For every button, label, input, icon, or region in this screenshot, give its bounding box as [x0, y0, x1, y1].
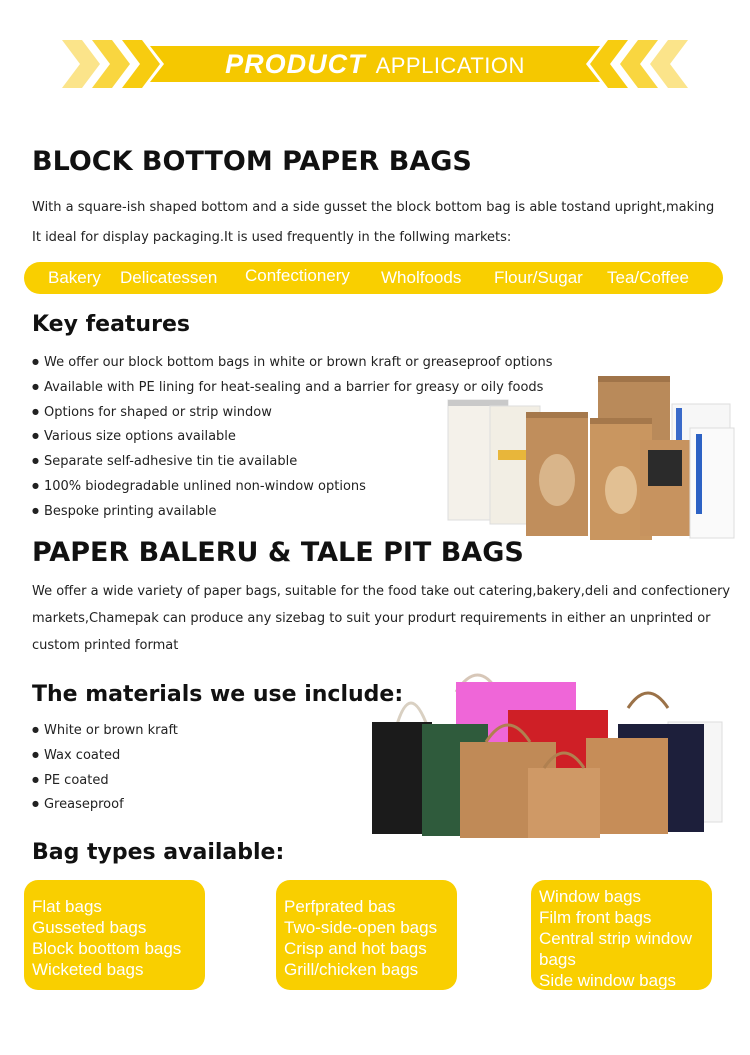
handle-bags-image: [368, 668, 728, 838]
bag-types-title: Bag types available:: [32, 840, 285, 865]
banner-title: [0, 48, 750, 82]
list-item: Crisp and hot bags: [284, 939, 427, 958]
markets-strip: [24, 262, 723, 294]
list-item: ● Separate self-adhesive tin tie available: [32, 449, 553, 474]
bag-types-box-3: [531, 880, 712, 990]
list-item: ● Options for shaped or strip window: [32, 400, 553, 425]
list-item: ● White or brown kraft: [32, 718, 178, 743]
list-item: ● Various size options available: [32, 424, 553, 449]
market-confectionery: Confectionery: [245, 266, 350, 285]
list-item: Central strip window: [539, 929, 693, 948]
materials-title: The materials we use include:: [32, 682, 404, 707]
list-item: Side window bags: [539, 971, 677, 990]
paper-bags-description-line2: markets,Chamepak can produce any sizebag to suit your produrt requirements in either an unprinted or: [32, 611, 711, 626]
paper-bags-description-line3: custom printed format: [32, 638, 179, 653]
list-item: Window bags: [539, 887, 642, 906]
list-item: Gusseted bags: [32, 918, 147, 937]
section-banner: [0, 40, 750, 88]
list-item: Two-side-open bags: [284, 918, 438, 937]
key-features-title: Key features: [32, 312, 190, 337]
list-item: ● Wax coated: [32, 743, 178, 768]
banner-title-bold: PRODUCT: [225, 49, 366, 79]
banner-title-light: APPLICATION: [375, 53, 525, 78]
market-tea-coffee: Tea/Coffee: [607, 268, 689, 287]
block-bottom-description-line2: It ideal for display packaging.It is used frequently in the follwing markets:: [32, 230, 512, 245]
list-item: ● Available with PE lining for heat-sealing and a barrier for greasy or oily foods: [32, 375, 553, 400]
list-item: Wicketed bags: [32, 960, 144, 979]
list-item: ● Greaseproof: [32, 792, 178, 817]
paper-bags-description-line1: We offer a wide variety of paper bags, suitable for the food take out catering,bakery,deli and confectionery: [32, 584, 731, 599]
list-item: Flat bags: [32, 897, 102, 916]
market-flour-sugar: Flour/Sugar: [494, 268, 583, 287]
bag-types-box-1: [24, 880, 205, 990]
paper-bags-title: PAPER BALERU & TALE PIT BAGS: [32, 537, 524, 568]
bag-types-box-2: [276, 880, 457, 990]
materials-list: [32, 718, 178, 817]
market-wholfoods: Wholfoods: [381, 268, 462, 287]
block-bottom-description-line1: With a square-ish shaped bottom and a side gusset the block bottom bag is able tostand upright,making: [32, 200, 715, 215]
block-bottom-title: BLOCK BOTTOM PAPER BAGS: [32, 146, 472, 177]
list-item: ● We offer our block bottom bags in white or brown kraft or greaseproof options: [32, 350, 553, 375]
list-item: Grill/chicken bags: [284, 960, 419, 979]
list-item: ● Bespoke printing available: [32, 499, 553, 524]
list-item: Perfprated bas: [284, 897, 396, 916]
list-item: Film front bags: [539, 908, 652, 927]
market-delicatessen: Delicatessen: [120, 268, 218, 287]
list-item: ● PE coated: [32, 768, 178, 793]
list-item: bags: [539, 950, 576, 969]
block-bottom-bags-image: [440, 370, 740, 545]
list-item: Block boottom bags: [32, 939, 182, 958]
list-item: ● 100% biodegradable unlined non-window options: [32, 474, 553, 499]
market-bakery: Bakery: [48, 268, 101, 287]
